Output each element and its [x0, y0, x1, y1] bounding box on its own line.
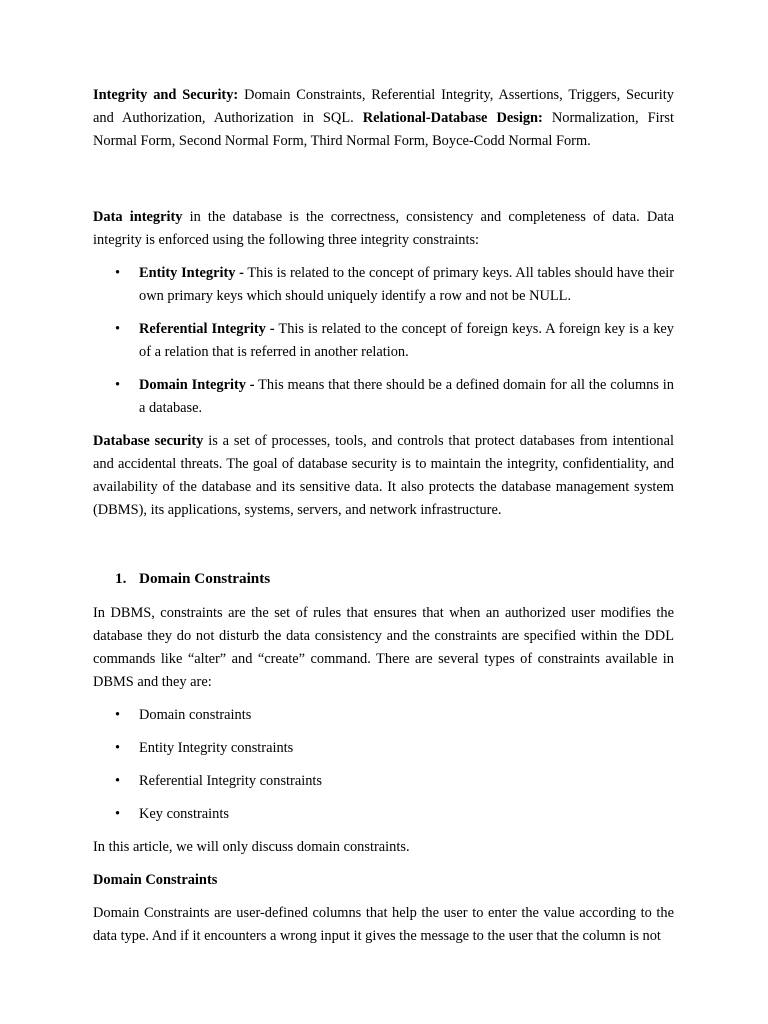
list-item	[93, 318, 674, 364]
list-item-text: Referential Integrity constraints	[139, 773, 323, 789]
list-item-term: Entity Integrity -	[139, 265, 244, 281]
list-item	[93, 803, 674, 826]
list-item-text: This means that there should be a defined domain for all the columns in a database.	[139, 377, 674, 416]
section-title: Domain Constraints	[139, 570, 271, 587]
bullet-icon: •	[115, 740, 121, 756]
list-item-text: This is related to the concept of foreign keys. A foreign key is a key of a relation that is referred in another relation.	[139, 321, 674, 360]
data-integrity-paragraph	[93, 206, 674, 252]
list-item	[93, 770, 674, 793]
bullet-icon: •	[115, 377, 121, 393]
database-security-term: Database security	[93, 433, 204, 449]
constraint-types-list	[93, 704, 674, 826]
document-page	[93, 84, 674, 948]
list-item	[93, 262, 674, 308]
bullet-icon: •	[115, 773, 121, 789]
integrity-constraints-list	[93, 262, 674, 420]
intro-paragraph	[93, 84, 674, 153]
list-item-term: Domain Integrity -	[139, 377, 255, 393]
database-security-paragraph	[93, 430, 674, 522]
list-item-text: Entity Integrity constraints	[139, 740, 294, 756]
list-item	[93, 737, 674, 760]
subheading: Domain Constraints	[93, 872, 218, 888]
bullet-icon: •	[115, 707, 121, 723]
dbms-constraints-paragraph: In DBMS, constraints are the set of rules that ensures that when an authorized user modifies the database they do not disturb the data consistency and the constraints are specified within the DDL commands like “alter” and “create” command. There are several types of constraints available in DBMS and they are:	[93, 605, 674, 690]
intro-label-relational-design: Relational-Database Design:	[362, 110, 543, 126]
intro-label-integrity-security: Integrity and Security:	[93, 87, 239, 103]
intro-text-1: Domain Constraints, Referential Integrity, Assertions, Triggers, Security and Authorization, Authorization in SQL.	[93, 87, 674, 126]
section-heading	[93, 567, 674, 590]
section-number: 1.	[115, 570, 127, 587]
data-integrity-term: Data integrity	[93, 209, 183, 225]
spacer	[93, 163, 674, 206]
list-item-text: Domain constraints	[139, 707, 252, 723]
bullet-icon: •	[115, 806, 121, 822]
intro-text-2: Normalization, First Normal Form, Second Normal Form, Third Normal Form, Boyce-Codd Normal Form.	[93, 110, 674, 149]
list-item	[93, 704, 674, 727]
list-item-text: This is related to the concept of primary keys. All tables should have their own primary keys which should uniquely identify a row and not be NULL.	[139, 265, 674, 304]
data-integrity-text: in the database is the correctness, consistency and completeness of data. Data integrity is enforced using the following three integrity constraints:	[93, 209, 674, 248]
bullet-icon: •	[115, 321, 121, 337]
bullet-icon: •	[115, 265, 121, 281]
list-item	[93, 374, 674, 420]
list-item-term: Referential Integrity -	[139, 321, 275, 337]
database-security-text: is a set of processes, tools, and controls that protect databases from intentional and accidental threats. The goal of database security is to maintain the integrity, confidentiality, and availability of the database and its sensitive data. It also protects the database management system (DBMS), its applications, systems, servers, and network infrastructure.	[93, 433, 674, 518]
list-item-text: Key constraints	[139, 806, 229, 822]
article-note: In this article, we will only discuss domain constraints.	[93, 839, 410, 855]
domain-constraints-paragraph: Domain Constraints are user-defined columns that help the user to enter the value according to the data type. And if it encounters a wrong input it gives the message to the user that the column is not	[93, 905, 674, 944]
